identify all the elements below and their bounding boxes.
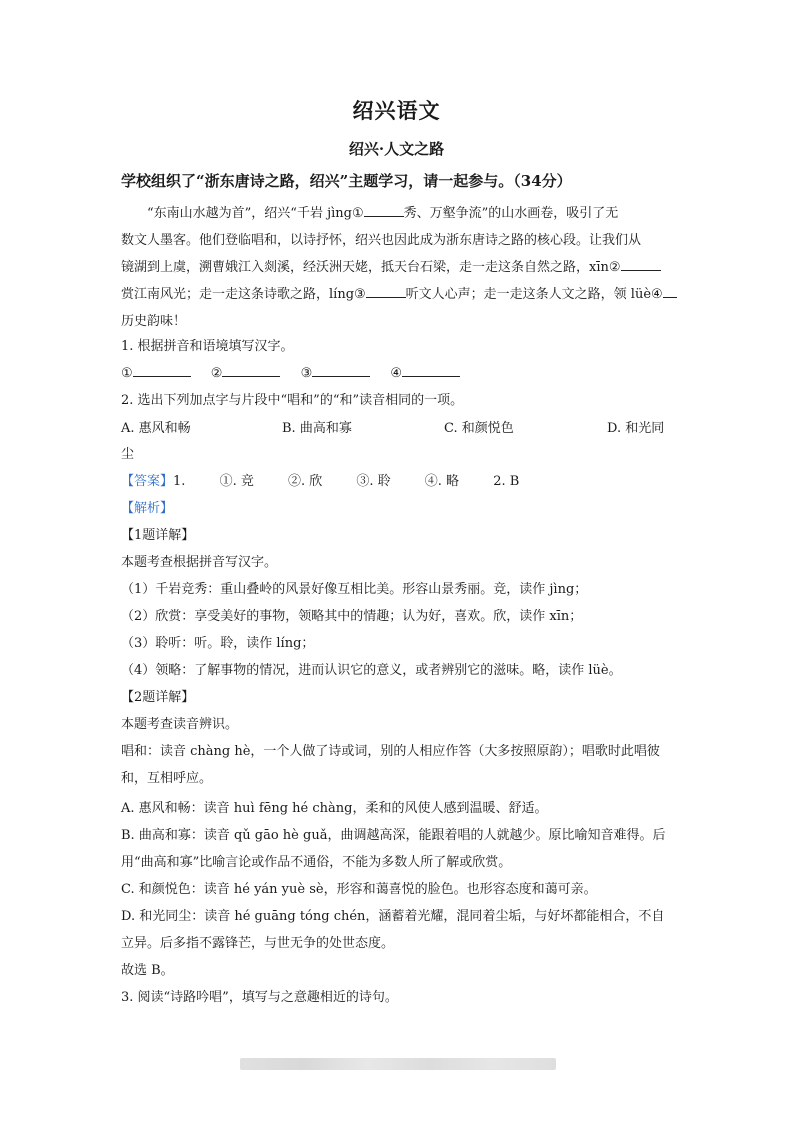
passage-blank-3 xyxy=(366,285,406,298)
passage-blank-1 xyxy=(364,204,404,217)
detail-1-heading: 【1题详解】 xyxy=(121,528,195,543)
detail-1-item-2: （2）欣赏：享受美好的事物，领略其中的情趣；认为好，喜欢。欣，读作 xīn； xyxy=(121,609,583,624)
option-c: C. 和颜悦色 xyxy=(444,421,514,436)
passage-line-1b: 秀、万壑争流”的山水画卷，吸引了无 xyxy=(403,206,619,221)
question-1-blanks xyxy=(121,364,677,383)
detail-2-definition: 唱和：读音 chàng hè，一个人做了诗或词，别的人相应作答（大多按照原韵）；唱歌时此唱彼和，互相呼应。 xyxy=(121,744,660,786)
answer-5: 2. B xyxy=(493,474,520,489)
passage-line-1a: “东南山水越为首”，绍兴“千岩 jìng① xyxy=(147,206,364,221)
question-3-prompt: 3. 阅读“诗路吟唱”，填写与之意趣相近的诗句。 xyxy=(121,990,398,1005)
detail-2-option-a: A. 惠风和畅：读音 huì fēng hé chàng，柔和的风使人感到温暖、舒适。 xyxy=(121,801,548,816)
reading-passage xyxy=(121,200,677,335)
answer-3: ③. 聆 xyxy=(356,474,391,489)
detail-2-conclusion: 故选 B。 xyxy=(121,963,174,978)
option-a: A. 惠风和畅 xyxy=(121,421,191,436)
answer-blank-2 xyxy=(222,364,280,377)
detail-2-option-c: C. 和颜悦色：读音 hé yán yuè sè，形容和蔼喜悦的脸色。也形容态度和蔼可亲。 xyxy=(121,882,597,897)
passage-line-4b: 听文人心声；走一走这条人文之路，领 lüè④ xyxy=(405,287,663,302)
detail-1-item-3: （3）聆听：听。聆，读作 líng； xyxy=(121,636,315,651)
passage-line-3: 镜湖到上虞，溯曹娥江入剡溪，经沃洲天姥，抵天台石梁，走一走这条自然之路，xīn② xyxy=(121,260,621,275)
answer-blank-1 xyxy=(133,364,191,377)
detail-2-option-d: D. 和光同尘：读音 hé guāng tóng chén，涵蓄着光耀，混同着尘垢，与好坏都能相合，不自立异。后多指不露锋芒，与世无争的处世态度。 xyxy=(121,909,665,951)
blank-label-2: ② xyxy=(210,366,223,381)
blank-label-4: ④ xyxy=(390,366,403,381)
answer-row xyxy=(121,473,677,491)
detail-2-heading: 【2题详解】 xyxy=(121,690,195,705)
answer-label: 【答案】 xyxy=(121,474,174,489)
detail-2-option-b: B. 曲高和寡：读音 qǔ gāo hè guǎ，曲调越高深，能跟着唱的人就越少。原比喻知音难得。后用“曲高和寡”比喻言论或作品不通俗，不能为多数人所了解或欣赏。 xyxy=(121,828,666,870)
answer-blank-4 xyxy=(402,364,460,377)
blank-label-3: ③ xyxy=(300,366,313,381)
analysis-label: 【解析】 xyxy=(121,501,174,516)
detail-1-item-4: （4）领略：了解事物的情况，进而认识它的意义，或者辨别它的滋味。略，读作 lüè。 xyxy=(121,663,622,678)
option-b: B. 曲高和寡 xyxy=(282,421,352,436)
blank-label-1: ① xyxy=(121,366,133,381)
detail-1-item-1: （1）千岩竞秀：重山叠岭的风景好像互相比美。形容山景秀丽。竞，读作 jìng； xyxy=(121,582,588,597)
page-title: 绍兴语文 xyxy=(352,98,441,123)
page-subtitle: 绍兴·人文之路 xyxy=(348,140,445,158)
passage-blank-4 xyxy=(663,285,677,298)
answer-number: 1. xyxy=(173,474,186,489)
question-1-prompt: 1. 根据拼音和语境填写汉字。 xyxy=(121,339,294,354)
section-heading: 学校组织了“浙东唐诗之路，绍兴”主题学习，请一起参与。（34分） xyxy=(121,172,572,190)
blurred-footer-watermark xyxy=(240,1058,556,1070)
detail-2-intro: 本题考查读音辨识。 xyxy=(121,717,239,732)
answer-blank-3 xyxy=(312,364,370,377)
answer-2: ②. 欣 xyxy=(287,474,323,489)
answer-1: ①. 竞 xyxy=(219,474,254,489)
answer-4: ④. 略 xyxy=(424,474,460,489)
question-2-prompt: 2. 选出下列加点字与片段中“唱和”的“和”读音相同的一项。 xyxy=(121,393,464,408)
option-d-continued: 尘 xyxy=(121,447,135,462)
detail-1-intro: 本题考查根据拼音写汉字。 xyxy=(121,555,278,570)
passage-line-4a: 赏江南风光；走一走这条诗歌之路，líng③ xyxy=(121,287,366,302)
passage-line-5: 历史韵味！ xyxy=(121,314,187,329)
passage-blank-2 xyxy=(621,258,661,271)
passage-line-2: 数文人墨客。他们登临唱和，以诗抒怀，绍兴也因此成为浙东唐诗之路的核心段。让我们从 xyxy=(121,233,642,248)
option-d: D. 和光同 xyxy=(607,421,665,436)
